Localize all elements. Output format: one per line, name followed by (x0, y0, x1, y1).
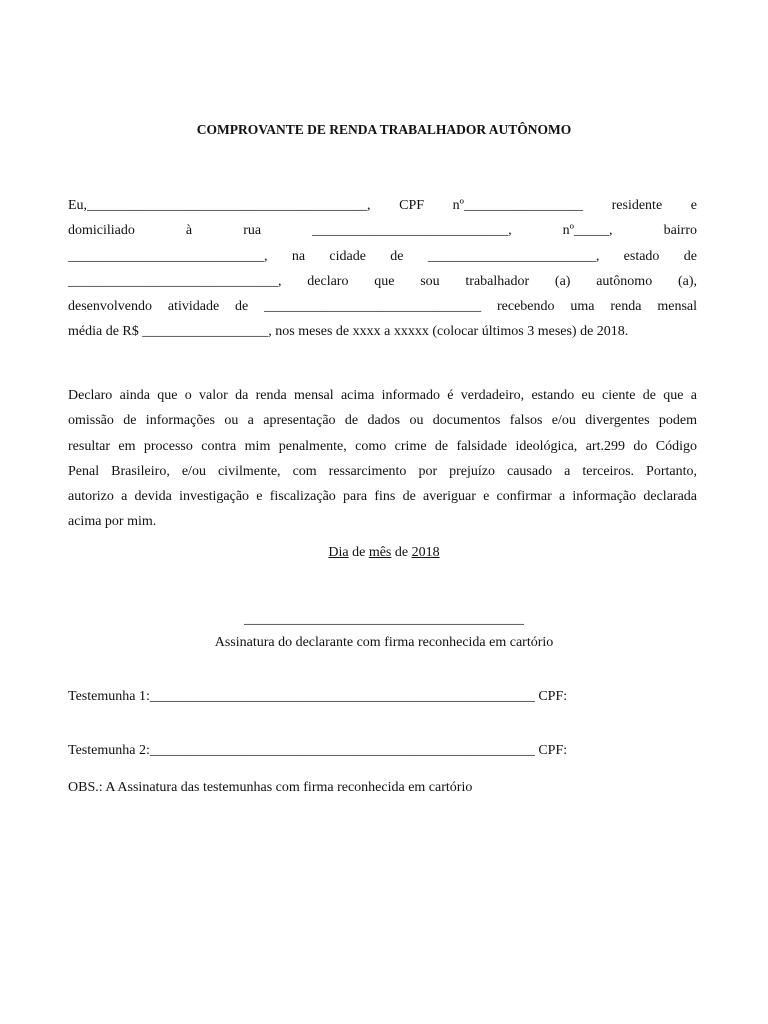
date-day: Dia (328, 545, 349, 560)
declaration-paragraph (68, 193, 697, 345)
liability-paragraph (68, 383, 697, 535)
declaration-line-5: desenvolvendo atividade de _______________________________ recebendo uma renda mensal (68, 299, 697, 315)
date-line (0, 545, 768, 561)
witness-1-line: Testemunha 1:_______________________________________________________ CPF: (68, 689, 568, 704)
liability-line-3: resultar em processo contra mim penalmente, como crime de falsidade ideológica, art.299 do Código (68, 438, 697, 454)
observation-note: OBS.: A Assinatura das testemunhas com firma reconhecida em cartório (68, 780, 473, 795)
liability-line-4: Penal Brasileiro, e/ou civilmente, com ressarcimento por prejuízo causado a terceiros. Portanto, (68, 463, 697, 479)
declaration-line-4: ______________________________, declaro que sou trabalhador (a) autônomo (a), (68, 273, 697, 289)
signature-line: ________________________________________ (244, 612, 524, 627)
liability-line-5: autorizo a devida investigação e fiscalização para fins de averiguar e confirmar a informação declarada (68, 489, 697, 505)
signature-caption: Assinatura do declarante com firma reconhecida em cartório (214, 635, 554, 650)
witness-2-line: Testemunha 2:_______________________________________________________ CPF: (68, 743, 568, 758)
date-month: mês (368, 545, 392, 560)
declaration-line-1: Eu,________________________________________, CPF nº_________________ residente e (68, 198, 697, 213)
declaration-line-2: domiciliado à rua ____________________________, nº_____, bairro (68, 223, 697, 239)
liability-line-2: omissão de informações ou a apresentação de dados ou documentos falsos e/ou divergentes podem (68, 413, 697, 429)
liability-line-6: acima por mim. (68, 514, 157, 530)
date-year: 2018 (411, 545, 440, 560)
liability-line-1: Declaro ainda que o valor da renda mensal acima informado é verdadeiro, estando eu ciente de que a (68, 388, 697, 403)
declaration-line-6: média de R$ __________________, nos meses de xxxx a xxxxx (colocar últimos 3 meses) de 2018. (68, 324, 629, 340)
document-title: COMPROVANTE DE RENDA TRABALHADOR AUTÔNOMO (196, 122, 572, 137)
date-de-1: de (348, 545, 369, 560)
declaration-line-3: ____________________________, na cidade de ________________________, estado de (68, 248, 697, 264)
date-de-2: de (391, 545, 412, 560)
